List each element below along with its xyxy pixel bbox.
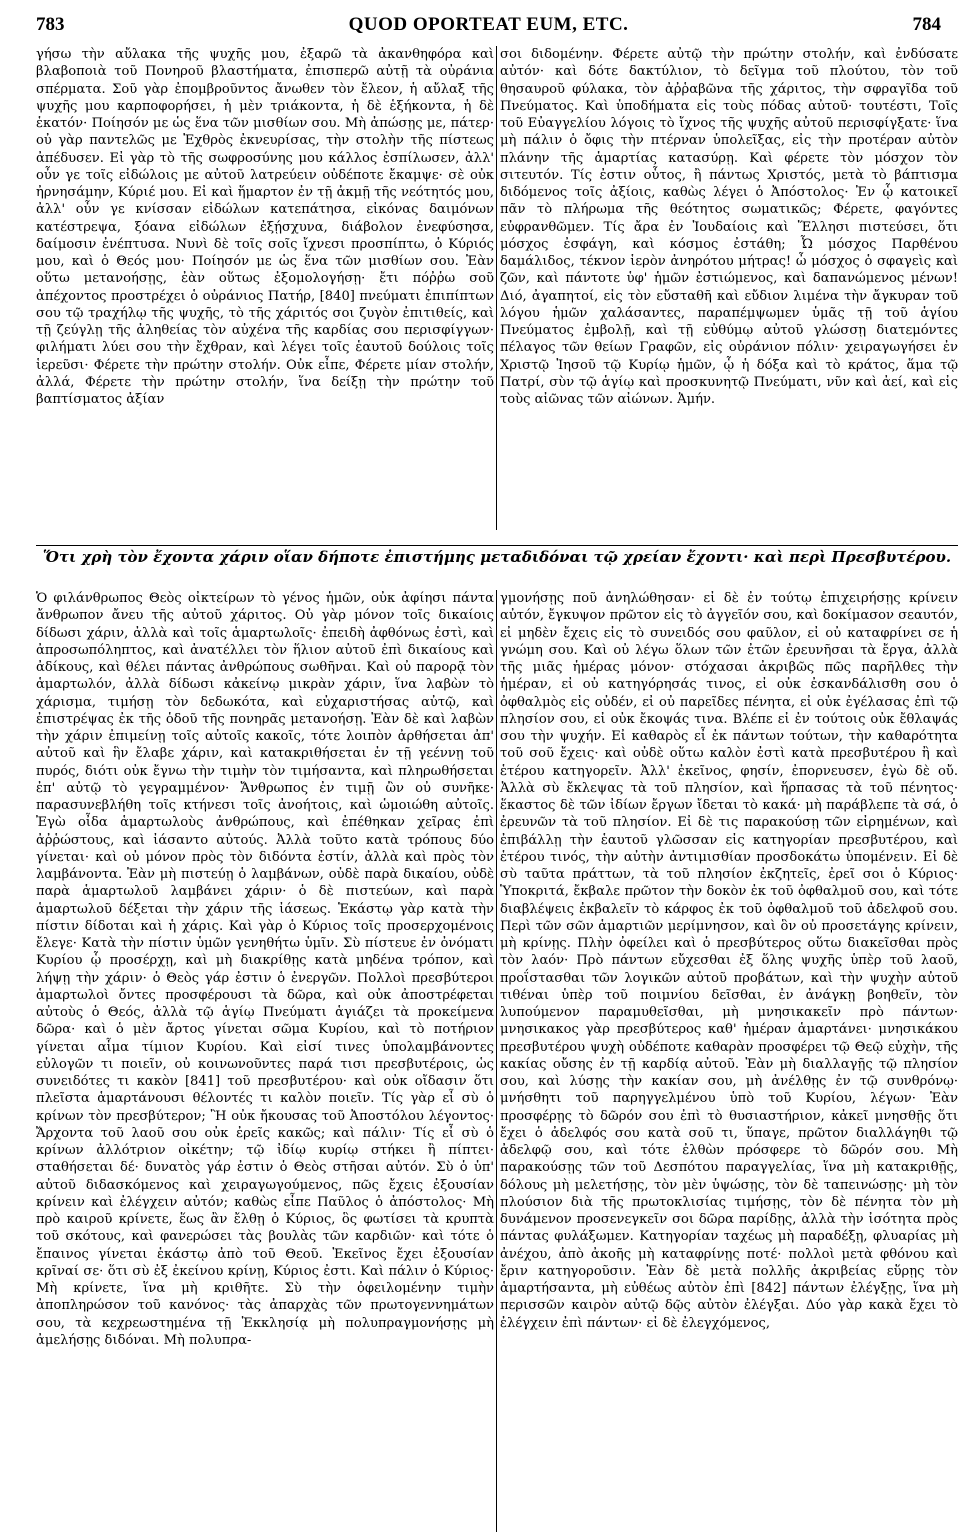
- column-divider-bottom: [496, 590, 497, 1532]
- left-page-number: 783: [36, 14, 65, 35]
- running-header: [36, 14, 941, 40]
- section-rule: [36, 545, 958, 546]
- column-divider-top: [496, 46, 497, 530]
- running-title: QUOD OPORTEAT EUM, ETC.: [348, 14, 629, 35]
- column-top-left: [36, 46, 494, 530]
- right-page-number: 784: [912, 14, 941, 35]
- paragraph-bottom-right: γμονήσῃς ποῦ ἀνηλώθησαν· εἰ δὲ ἐν τούτῳ ἐπιχειρήσῃς κρίνειν αὐτόν, ἔγκυψον πρῶτον εἰς τὸ ἀγγεῖόν σου, καὶ δοκίμασον σεαυτόν, εἰ μηδὲν ἔχεις εἰς τὸ συνειδός σου φαῦλον, εἰ οὐ καταφρίνει σε ἡ γνώμη σου. Καὶ οὐ λέγω ὅλων τῶν ἐτῶν ἐρευνῆσαι τὰ ἔργα, ἀλλὰ τῆς μιᾶς ἡμέρας μόνον· στόχασαι ἀκριβῶς πῶς παρῆλθες τὴν ἡμέραν, εἰ οὐ κατηγόρησάς τινος, εἰ οὐκ ἐσκανδάλισθη σου ὁ ὀφθαλμὸς εἰς οὐδέν, εἰ οὐ παρεῖδες πένητα, εἰ οὐκ ἐγέλασας ἐπὶ τῷ πλησίον σου, εἰ οὐκ ἔκοψάς τινα. Βλέπε εἰ ἐν τούτοις οὐκ ἔθλαψάς σου τὴν ψυχήν. Εἰ καθαρὸς εἶ ἐκ πάντων τούτων, τὴν καθαρότητα τοῦ σοῦ ἔχεις· καὶ οὐδὲ οὕτω καλὸν ἐστὶ κατὰ πρεσβυτέρου ἢ καὶ ἑτέρου κατηγορεῖν. Ἀλλ' ἐκεῖνος, φησίν, ἐπορνευσεν, ἐγὼ δὲ οὔ. Ἀλλὰ σὺ ἔκλεψας τὰ τοῦ πλησίον, καὶ ἥρπασας τὰ τοῦ πένητος· ἕκαστος δὲ τῶν ἰδίων ἔργων ἴδεται τὸ κακά· μὴ παράβλεπε τὰ σά, ὁ ἐρευνῶν τὰ τοῦ πλησίον. Εἰ δὲ τις παρακούσῃ τῶν εἰρημένων, καὶ ἐπιβάλλῃ τὴν ἑαυτοῦ γλῶσσαν εἰς κατηγορίαν πρεσβυτέρου, καὶ ἑτέρου τινός, τὴν αὐτὴν ἀντιμισθίαν προσδοκάτω ὑπομένειν. Εἰ δὲ σὺ ταῦτα πράττων, τὰ τοῦ πλησίον ἐκζητεῖς, ἐρεῖ σοι ὁ Κύριος· Ὑποκριτά, ἔκβαλε πρῶτον τὴν δοκὸν ἐκ τοῦ ὀφθαλμοῦ σου, καὶ τότε διαβλέψεις ἐκβαλεῖν τὸ κάρφος ἐκ τοῦ ὀφθαλμοῦ τοῦ ἀδελφοῦ σου. Περὶ τῶν σῶν ἁμαρτιῶν μερίμνησον, καὶ ὃν οὐ προσετάγης κρίνειν, μὴ κρίνῃς. Πλὴν ὀφείλει καὶ ὁ πρεσβύτερος οὕτω διακεῖσθαι πρὸς τὸν λαόν· Πρὸ πάντων εὔχεσθαι ἐξ ὅλης ψυχῆς ὑπὲρ τοῦ λαοῦ, προΐστασθαι τῶν λογικῶν αὐτοῦ προβάτων, καὶ τὴν ψυχὴν αὐτοῦ τιθέναι ὑπὲρ τοῦ ποιμνίου δεῖσθαι, ἐν ἀνάγκῃ βοηθεῖν, τὸν λυπούμενον παραμυθεῖσθαι, μὴ μνησικακεῖν πρὸ πάντων· μνησικακος γὰρ πρεσβύτερος καθ' ἡμέραν ἁμαρτάνει· μνησικάκου πρεσβυτέρου ψυχὴ οὐδέποτε καθαρὰν προσφέρει τῷ Θεῷ εὐχὴν, τῆς κακίας οὔσης ἐν τῇ καρδίᾳ αὐτοῦ. Ἐὰν μὴ διαλλαγῇς τῷ πλησίον σου, καὶ λύσῃς τὴν κακίαν σου, μὴ ἀνέλθῃς ἐν τῷ συνθρόνῳ· μνήσθητι τοῦ παρηγγελμένου ὑπὸ τοῦ Κυρίου, λέγων· Ἐὰν προσφέρῃς τὸ δῶρόν σου ἐπὶ τὸ θυσιαστήριον, κἀκεῖ μνησθῇς ὅτι ἔχει ὁ ἀδελφός σου κατὰ σοῦ τι, ὕπαγε, πρῶτον διαλλάγηθι τῷ ἀδελφῷ σου, καὶ τότε ἐλθὼν πρόσφερε τὸ δῶρόν σου. Μὴ παρακούσῃς τῶν τοῦ Δεσπότου παραγγελίας, ἵνα μὴ κατακριθῇς, δόλους μὴ μελετήσῃς, τὸν μὲν ὑψώσῃς, τὸν δὲ ταπεινώσῃς· μὴ τὸν πλούσιον διὰ τῆς πρωτοκλισίας τιμήσῃς, τὸν δὲ πένητα τὸν μὴ δυνάμενον προσενεγκεῖν σοι δῶρα παρίδῃς, ἀλλὰ τὴν ἰσότητα πρὸς πάντας φυλάξωμεν. Κατηγορίαν ταχέως μὴ παραδέξῃ, φλυαρίας μὴ ἀνέχου, ἀπὸ ἀκοῆς μὴ καταφρίνῃς ποτέ· πολλοὶ μετὰ φθόνου καὶ ἔριν κατηγοροῦσιν. Ἐὰν δὲ μετὰ πολλῆς ἀκριβείας εὕρῃς τὸν ἁμαρτήσαντα, μὴ εὐθέως αὐτὸν ἐπὶ [842] πάντων ἐλέγξῃς, ἵνα μὴ περισσῶν καιρὸν αὐτῷ δῷς αὐτὸν ἐλέγξαι. Δύο γὰρ κακὰ ἔχει τὸ ἐλέγχειν ἐπὶ πάντων· εἰ δὲ ἐλεγχόμενος,: [500, 591, 958, 1331]
- paragraph-top-right: σοι διδομένην. Φέρετε αὐτῷ τὴν πρώτην στολήν, καὶ ἐνδύσατε αὐτόν· καὶ δότε δακτύλιον, τὸ δεῖγμα τοῦ πλούτου, τὸν τοῦ θησαυροῦ φύλακα, τὸν ἀῤῥαβῶνα τῆς χάριτος, τὴν σφραγῖδα τοῦ Πνεύματος. Καὶ ὑποδήματα εἰς τοὺς πόδας αὐτοῦ· τουτέστι, Τοῖς τοῦ Εὐαγγελίου λόγοις τὸ ἴχνος τῆς ψυχῆς αὐτοῦ περισφίγξατε· ἵνα μὴ πάλιν ὁ ὄφις τὴν πτέρναν ὑπολεῖξας, εἰς τὴν προτέραν αὐτὸν πλάνην τῆς ἁμαρτίας κατασύρῃ. Καὶ φέρετε τὸν μόσχον τὸν σιτευτόν. Τίς ἐστιν οὗτος, ἢ πάντως Χριστός, μετὰ τὸ βάπτισμα διδόμενος τοῖς ἀξίοις, καθὼς λέγει ὁ Ἀπόστολος· Ἐν ᾧ κατοικεῖ πᾶν τὸ πλήρωμα τῆς θεότητος σωματικῶς; Φέρετε, φαγόντες εὐφρανθῶμεν. Τίς ἄρα ἐν Ἰουδαίοις καὶ Ἕλλησι πιστεύσει, ὅτι μόσχος ἐσφάγη, καὶ κόσμος ἐστάθη; Ὦ μόσχος Παρθένου δαμάλιδος, τέκνον ἱερὸν ἀνηρότου μήτρας! ὦ μόσχος ὁ σφαγεὶς καὶ ζῶν, καὶ πάντοτε ὑφ' ἡμῶν ἐστιώμενος, καὶ δαπανώμενος μένων! Διό, ἀγαπητοί, εἰς τὸν εὔσταθῆ καὶ εὔδιον λιμένα τὴν ἄγκυραν τοῦ λόγου ἡμῶν χαλάσαντες, παραπέμψωμεν ὑμᾶς τῇ τοῦ ἁγίου Πνεύματος ἐμβολῇ, καὶ τῇ εὐθύμῳ αὐτοῦ γλώσσῃ διατεμόντες πέλαγος τῶν θείων Γραφῶν, εἰς οὐράνιον πόλιν· χειραγωγήσει ἐν Χριστῷ Ἰησοῦ τῷ Κυρίῳ ἡμῶν, ᾧ ἡ δόξα καὶ τὸ κράτος, ἅμα τῷ Πατρί, σὺν τῷ ἁγίῳ καὶ προσκυνητῷ Πνεύματι, νῦν καὶ ἀεί, καὶ εἰς τοὺς αἰῶνας τῶν αἰώνων. Ἀμήν.: [500, 47, 958, 407]
- column-bottom-left: [36, 590, 494, 1532]
- paragraph-top-left: γήσω τὴν αὔλακα τῆς ψυχῆς μου, ἐξαρῶ τὰ ἀκανθηφόρα καὶ βλαβοποιὰ τοῦ Πονηροῦ βλαστήματα, ἐπισπερῶ αὐτῇ τὰ οὐράνια σπέρματα. Σοῦ γὰρ ἐπομβροῦντος ἄνωθεν τὸν ἔλεον, ἡ αὔλαξ τῆς ψυχῆς μου καρποφορήσει, ἡ μὲν τριάκοντα, ἡ δὲ ἑξήκοντα, ἡ δὲ ἑκατόν· Ποίησόν με ὡς ἕνα τῶν μισθίων σου. Μὴ ἀπώσῃς με, πάτερ· οὐ γὰρ παντελῶς με Ἐχθρὸς ἐκνευρίσας, τὴν στολὴν τῆς πίστεως ἀπέδυσεν. Εἰ γὰρ τὸ τῆς σωφροσύνης μου κάλλος ἐσπίλωσεν, ἀλλ' οὖν γε τοῖς εἰδώλοις με αὐτοῦ λατρεύειν οὐδέποτε ἔκαμψε· σὲ οὐκ ἠρνησάμην, Κύριέ μου. Εἰ καὶ ἥμαρτον ἐν τῇ ἀκμῇ τῆς νεότητός μου, ἀλλ' οὖν γε κνίσσαν εἰδώλων κατεπάτησα, εἰκόνας δαιμόνων κατέστρεψα, ξόανα εἰδώλων ἐξῄσχυνα, διάβολον ἐνεφύσησα, δαίμοσιν ἐνέπτυσα. Νυνὶ δὲ τοῖς σοῖς ἴχνεσι προσπίπτω, ὁ Κύριός μου, καὶ ὁ Θεός μου· Ποίησόν με ὡς ἕνα τῶν μισθίων σου. Ἐὰν οὕτω μετανοήσῃς, ἐὰν οὕτως ἐξομολογήσῃ· ἔτι πόῤῥω σοῦ ἀπέχοντος προστρέχει ὁ οὐράνιος Πατήρ, [840] πνεύματι ἐπιπίπτων σου τῷ τραχήλῳ τῆς ψυχῆς, τὸ τῆς χάριτός σοι ζυγὸν ἐπιτιθείς, καὶ τῇ ζεύγλῃ τῆς ἀληθείας τὸν αὐχένα τῆς καρδίας σου περισφίγγων· φιλήματι λύει σου τὴν ἔχθραν, καὶ λέγει τοῖς ἑαυτοῦ δούλοις τοῖς ἱερεῦσι· Φέρετε τὴν πρώτην στολήν. Οὐκ εἶπε, Φέρετε μίαν στολήν, ἀλλά, Φέρετε τὴν πρώτην στολήν, ἵνα δείξῃ τὴν πρώτην τοῦ βαπτίσματος ἀξίαν: [36, 47, 494, 407]
- column-bottom-right: [500, 590, 958, 1532]
- section-title: Ὅτι χρὴ τὸν ἔχοντα χάριν οἵαν δήποτε ἐπιστήμης μεταδιδόναι τῷ χρείαν ἔχοντι· καὶ περὶ Πρεσβυτέρου.: [42, 548, 952, 566]
- paragraph-bottom-left: Ὁ φιλάνθρωπος Θεὸς οἰκτείρων τὸ γένος ἡμῶν, οὐκ ἀφίησι πάντα ἄνθρωπον ἄνευ τῆς αὐτοῦ χάριτος. Οὐ γὰρ μόνον τοῖς δικαίοις δίδωσι χάριν, ἀλλὰ καὶ τοῖς ἁμαρτωλοῖς· ἐπειδὴ ἀφθόνως ἐστὶ, καὶ ἀπροσωπόληπτος, καὶ ἀνατέλλει τὸν ἥλιον αὐτοῦ ἐπὶ δικαίους καὶ ἀδίκους, καὶ θέλει πάντας ἀνθρώπους σωθῆναι. Καὶ οὐ παρορᾷ τὸν ἁμαρτωλόν, ἀλλὰ δίδωσι κἀκείνῳ μικρὰν χάριν, ἵνα λαβὼν τὸ χάρισμα, τιμήσῃ τὸν δεδωκότα, καὶ εὐχαριστήσας αὐτῷ, καὶ ἐπιστρέψας ἐκ τῆς ὁδοῦ τῆς πονηρᾶς μετανοήσῃ. Ἐὰν δὲ καὶ λαβὼν τὴν χάριν ἐπιμείνῃ τοῖς αὐτοῖς κακοῖς, τότε λοιπὸν ἀρθήσεται ἀπ' αὐτοῦ καὶ ἣν ἔλαβε χάριν, καὶ κατακριθήσεται ἐν τῇ γεέννῃ τοῦ πυρός, διότι οὐκ ἔγνω τὴν τιμὴν τὸν τιμήσαντα, καὶ πληρωθήσεται ἐπ' αὐτῷ τὸ γεγραμμένον· Ἄνθρωπος ἐν τιμῇ ὢν οὐ συνῆκε· παρασυνεβλήθη τοῖς κτήνεσι τοῖς ἀνοήτοις, καὶ ὡμοιώθη αὐτοῖς. Ἐγὼ οἶδα ἁμαρτωλοὺς ἀνθρώπους, καὶ ἐπέθηκαν χεῖρας ἐπὶ ἀῤῥώστους, καὶ ἰάσαντο αὐτούς. Ἀλλὰ τοῦτο κατὰ τρόπους δύο γίνεται· καὶ οὐ μόνον πρὸς τὸν διδόντα ἐστίν, ἀλλὰ καὶ πρὸς τὸν λαμβάνοντα. Ἐὰν μὴ πιστεύῃ ὁ λαμβάνων, οὐδὲ παρὰ δικαίου, οὐδὲ παρὰ ἁμαρτωλοῦ λαμβάνει χάριν· ὁ δὲ πιστεύων, καὶ παρὰ ἁμαρτωλοῦ δέξεται τὴν χάριν τῆς ἰάσεως. Ἑκάστῳ γὰρ κατὰ τὴν πίστιν δίδοται καὶ ἡ χάρις. Καὶ γὰρ ὁ Κύριος τοῖς προσερχομένοις ἔλεγε· Κατὰ τὴν πίστιν ὑμῶν γενηθήτω ὑμῖν. Σὺ πίστευε ἐν ὀνόματι Κυρίου ᾧ προσέρχῃ, καὶ μὴ διακρίθῃς κατὰ μηδένα τρόπον, καὶ λήψῃ τὴν χάριν· ὁ Θεὸς γάρ ἐστιν ὁ ἐνεργῶν. Πολλοὶ πρεσβύτεροι ἁμαρτωλοὶ ὄντες προσφέρουσι τὰ δῶρα, καὶ οὐκ ἀποστρέφεται αὐτοὺς ὁ Θεός, ἀλλὰ τῷ ἁγίῳ Πνεύματι ἁγιάζει τὰ προκείμενα δῶρα· καὶ ὁ μὲν ἄρτος γίνεται σῶμα Κυρίου, καὶ τὸ ποτήριον γίνεται αἷμα τίμιον Κυρίου. Καὶ εἰσί τινες ὑπολαμβάνοντες εὐλογῶν τι ποιεῖν, οὐ κοινωνοῦντες παρά τισι πρεσβυτέροις, ὡς συνειδότες τι κακὸν [841] τοῦ πρεσβυτέρου· καὶ οὐκ οἴδασιν ὅτι πλεῖστα ἁμαρτάνουσι θέλοντές τι καλὸν ποιεῖν. Τίς γὰρ εἶ σὺ ὁ κρίνων τὸν πρεσβύτερον; Ἢ οὐκ ἤκουσας τοῦ Ἀποστόλου λέγοντος· Ἄρχοντα τοῦ λαοῦ σου οὐκ ἐρεῖς κακῶς; καὶ πάλιν· Τίς εἶ σὺ ὁ κρίνων ἀλλότριον οἰκέτην; τῷ ἰδίῳ κυρίῳ στήκει ἢ πίπτει· σταθήσεται δέ· δυνατὸς γάρ ἐστιν ὁ Θεὸς στῆσαι αὐτόν. Σὺ ὁ ὑπ' αὐτοῦ διδασκόμενος καὶ χειραγωγούμενος, πῶς ἔχεις ἐξουσίαν κρίνειν καὶ ἐλέγχειν αὐτόν; καθὼς εἶπε Παῦλος ὁ ἀπόστολος· Μὴ πρὸ καιροῦ κρίνετε, ἕως ἂν ἔλθῃ ὁ Κύριος, ὃς φωτίσει τὰ κρυπτὰ τοῦ σκότους, καὶ φανερώσει τὰς βουλὰς τῶν καρδιῶν· καὶ τότε ὁ ἔπαινος γίνεται ἑκάστῳ ἀπὸ τοῦ Θεοῦ. Ἐκεῖνος ἔχει ἐξουσίαν κρῖναί σε· ὅτι σὺ ἐξ ἐκείνου κρίνῃ, Κύριος ἐστι. Καὶ πάλιν ὁ Κύριος· Μὴ κρίνετε, ἵνα μὴ κριθῆτε. Σὺ τὴν ὀφειλομένην τιμὴν ἀποπληρώσον τοῦ κανόνος· τὰς ἀπαρχὰς τῶν πρωτογεννημάτων σου, τὰ κεχρεωστημένα τῇ Ἐκκλησίᾳ μὴ πολυπραγμονήσῃς μὴ ἀμελήσῃς διδόναι. Μὴ πολυπρα-: [36, 591, 494, 1348]
- column-top-right: [500, 46, 958, 530]
